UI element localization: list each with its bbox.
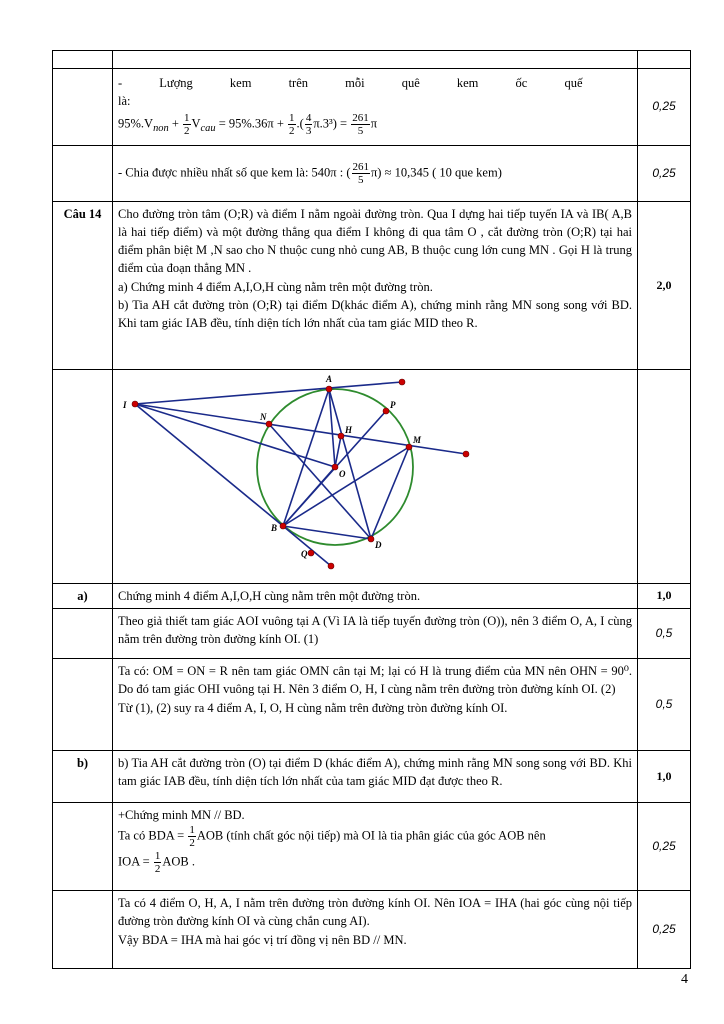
label-m: M xyxy=(413,435,422,445)
cell-label xyxy=(53,69,113,146)
label-h: H xyxy=(345,425,353,435)
point-m xyxy=(406,444,412,450)
segment-BM xyxy=(283,447,409,526)
table-row xyxy=(53,891,691,969)
table-row xyxy=(53,584,691,609)
question-label: Câu 14 xyxy=(53,202,113,370)
table-row xyxy=(53,370,691,584)
segment-MD xyxy=(371,447,409,539)
cell-label xyxy=(53,803,113,891)
fraction: $\frac{1}{2}$ xyxy=(154,849,161,875)
solution-table xyxy=(52,50,691,969)
label-i: I xyxy=(123,400,127,410)
table-row xyxy=(53,803,691,891)
part-label: b) xyxy=(53,751,113,803)
point-d xyxy=(368,536,374,542)
ice-cream-volume-formula: $95\%.V_{non}$ + $\frac{1}{2}$ $V_{cau} = 95\%.36\pi$ + $\frac{1}{2}$ .( $\frac{4}{3}$ π.3³) = $\frac{261}{5}$ π xyxy=(118,112,378,138)
cell-points: 0,25 xyxy=(638,803,691,891)
cell-points: 2,0 xyxy=(638,202,691,370)
fraction: $\frac{4}{3}$ xyxy=(305,112,312,138)
part-heading: Chứng minh 4 điểm A,I,O,H cùng nằm trên một đường tròn. xyxy=(113,584,638,609)
label-b: B xyxy=(271,523,278,533)
label-d: D xyxy=(375,540,382,550)
label-q: Q xyxy=(301,549,308,559)
point-i xyxy=(132,401,138,407)
table-row xyxy=(53,51,691,69)
part-heading: b) Tia AH cắt đường tròn (O) tại điểm D (khác điểm A), chứng minh rằng MN song song với BD. Khi tam giác IAB đều, tính diện tích lớn nhất của tam giác MID đạt được theo R. xyxy=(113,751,638,803)
table-row xyxy=(53,609,691,659)
segment-IO xyxy=(135,404,335,467)
fraction: $\frac{261}{5}$ xyxy=(352,112,369,138)
fraction: $\frac{1}{2}$ xyxy=(289,112,295,138)
cell-points xyxy=(638,51,691,69)
proof-line: Ta có BDA = $\frac{1}{2}$ AOB (tính chất góc nội tiếp) mà OI là tia phân giác của góc AOB nên xyxy=(118,824,546,850)
fraction: $\frac{1}{2}$ xyxy=(184,112,190,138)
point-t1 xyxy=(399,379,405,385)
proof-step: +Chứng minh MN // BD. Ta có BDA = $\frac{1}{2}$ AOB (tính chất góc nội tiếp) mà OI là tia phân giác của góc AOB nên IOA = $\frac{1}{2}$ AOB . xyxy=(113,803,638,891)
point-t2 xyxy=(463,451,469,457)
table-row xyxy=(53,146,691,202)
fraction: $\frac{261}{5}$ xyxy=(352,160,369,186)
figure-cell xyxy=(113,370,638,584)
label-o: O xyxy=(339,469,346,479)
cell-label xyxy=(53,51,113,69)
cell-label xyxy=(53,370,113,584)
proof-line: IOA = $\frac{1}{2}$ AOB . xyxy=(118,849,195,875)
question-text: Cho đường tròn tâm (O;R) và điểm I nằm ngoài đường tròn. Qua I dựng hai tiếp tuyến IA và IB( A,B là hai tiếp điểm) và một đường thẳng qua điểm I không đi qua tâm O , cắt đường tròn (O;R) tại hai điểm phân biệt M ,N sao cho N thuộc cung nhỏ cung AB, B thuộc cung lớn cung MN . Gọi H là trung điểm của đoạn thẳng MN . a) Chứng minh 4 điểm A,I,O,H cùng nằm trên một đường tròn. b) Tia AH cắt đường tròn (O;R) tại điểm D(khác điểm A), chứng minh rằng MN song song với BD. Khi tam giác IAB đều, tính diện tích lớn nhất của tam giác MID theo R. xyxy=(113,202,638,370)
geometry-figure xyxy=(113,370,637,578)
secant-IM-line xyxy=(135,404,466,454)
point-n xyxy=(266,421,272,427)
cell-label xyxy=(53,659,113,751)
point-h xyxy=(338,433,344,439)
point-b xyxy=(280,523,286,529)
cell-content: - Chia được nhiều nhất số que kem là: 540π : ( $\frac{261}{5}$ π) ≈ 10,345 ( 10 que kem) xyxy=(113,146,638,202)
point-a xyxy=(326,386,332,392)
table-row xyxy=(53,202,691,370)
proof-step: Ta có 4 điểm O, H, A, I nằm trên đường tròn đường kính OI. Nên IOA = IHA (hai góc cùng nội tiếp đường tròn đường kính OI và cùng chắn cung AI). Vậy BDA = IHA mà hai góc vị trí đồng vị nên BD // MN. xyxy=(113,891,638,969)
label-n: N xyxy=(260,412,267,422)
ice-cream-volume-intro: - Lượng kem trên mỗi quê kem ốc quế là: xyxy=(118,76,583,109)
cell-content xyxy=(113,69,638,146)
label-a: A xyxy=(326,374,333,384)
table-row xyxy=(53,69,691,146)
proof-step: Theo giả thiết tam giác AOI vuông tại A (Vì IA là tiếp tuyến đường tròn (O)), nên 3 điểm O, A, I cùng nằm trên đường tròn đường kính OI. (1) xyxy=(113,609,638,659)
cell-points: 0,5 xyxy=(638,609,691,659)
cell-points: 1,0 xyxy=(638,751,691,803)
fraction: $\frac{1}{2}$ xyxy=(189,824,195,850)
table-row xyxy=(53,659,691,751)
cell-points: 1,0 xyxy=(638,584,691,609)
proof-step: Ta có: OM = ON = R nên tam giác OMN cân tại M; lại có H là trung điểm của MN nên OHN = 90⁰. Do đó tam giác OHI vuông tại H. Nên 3 điểm O, H, I cùng nằm trên đường tròn đường kính OI. (2) Từ (1), (2) suy ra 4 điểm A, I, O, H cùng nằm trên đường tròn đường kính OI. xyxy=(113,659,638,751)
part-label: a) xyxy=(53,584,113,609)
point-p xyxy=(383,408,389,414)
cell-label xyxy=(53,146,113,202)
page-number: 4 xyxy=(681,972,688,987)
cell-points: 0,25 xyxy=(638,146,691,202)
cell-points: 0,25 xyxy=(638,69,691,146)
label-p: P xyxy=(390,400,396,410)
cell-label xyxy=(53,891,113,969)
cell-points: 0,25 xyxy=(638,891,691,969)
point-o xyxy=(332,464,338,470)
table-row xyxy=(53,751,691,803)
cell-label xyxy=(53,609,113,659)
point-t3 xyxy=(328,563,334,569)
cell-content xyxy=(113,51,638,69)
point-q xyxy=(308,550,314,556)
cell-points xyxy=(638,370,691,584)
cell-points: 0,5 xyxy=(638,659,691,751)
